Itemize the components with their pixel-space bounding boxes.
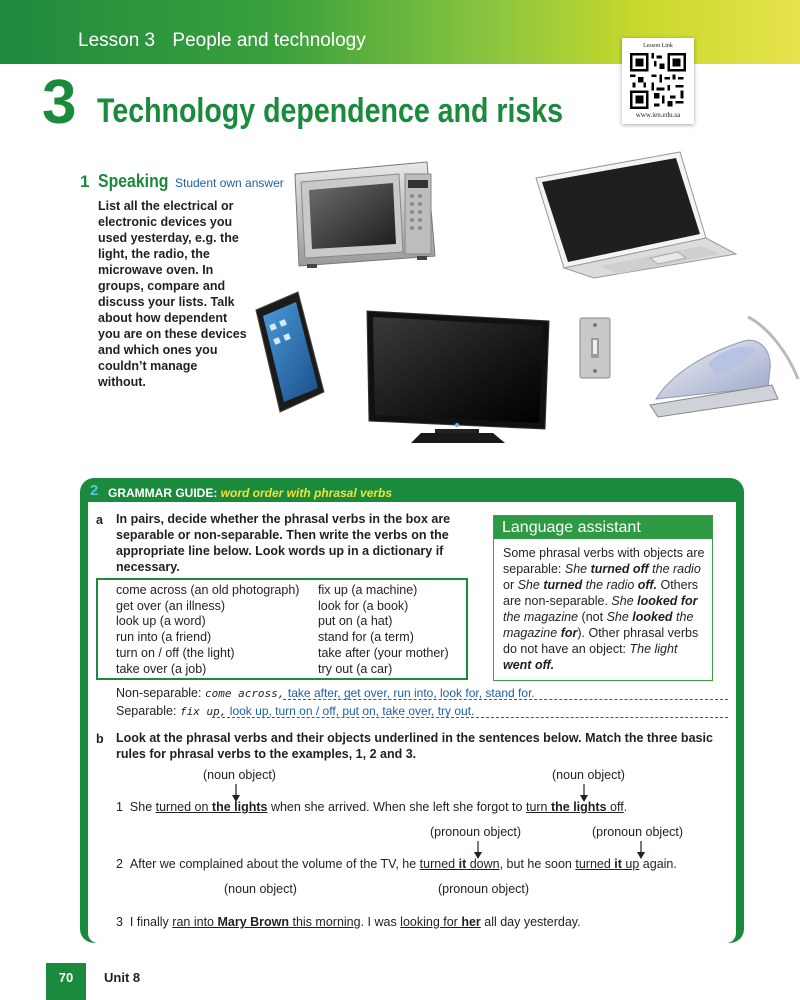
la-example-verb: looked bbox=[632, 610, 673, 624]
noun-object-tag: (noun object) bbox=[203, 768, 276, 782]
la-text: Some phrasal verbs with objects are separable: bbox=[503, 546, 705, 576]
lesson-heading bbox=[78, 30, 366, 52]
la-example: She bbox=[517, 578, 544, 592]
lesson-title: People and technology bbox=[172, 30, 366, 51]
example-sentence-3 bbox=[116, 915, 581, 929]
phrasal-verbs-left-column bbox=[116, 583, 299, 677]
phrasal-verb: turned on bbox=[155, 800, 212, 814]
phrasal-verb-item: get over (an illness) bbox=[116, 598, 226, 613]
part-a-instruction: In pairs, decide whether the phrasal verbs in the box are separable or non-separable. Then write the verbs on the appropriate line below. Look words up in a dictionary if necessary. bbox=[116, 512, 451, 574]
la-example-verb: looked for bbox=[637, 594, 698, 608]
phrasal-verb: looking for bbox=[400, 915, 462, 929]
la-example: She bbox=[611, 594, 638, 608]
sentence-text: . bbox=[623, 800, 628, 814]
separable-answer: look up, turn on / off, put on, take over, try out. bbox=[229, 704, 475, 718]
la-example-particle: off. bbox=[637, 578, 658, 592]
separable-label: Separable: bbox=[116, 704, 177, 718]
la-example-particle: for bbox=[560, 626, 578, 640]
sentence-number: 2 bbox=[116, 857, 123, 871]
phrasal-verb-item: try out (a car) bbox=[318, 661, 393, 676]
laptop-image bbox=[530, 150, 740, 280]
pronoun-object-tag: (pronoun object) bbox=[592, 825, 684, 839]
qr-title: Lesson Link bbox=[643, 43, 673, 49]
phrasal-verb-item: run into (a friend) bbox=[116, 630, 212, 645]
phrasal-verb-item: take over (a job) bbox=[116, 661, 207, 676]
qr-code-icon bbox=[630, 53, 686, 109]
la-text: Others are non-separable. bbox=[503, 578, 699, 608]
grammar-guide-number: 2 bbox=[90, 482, 99, 499]
sentence-text: , but he soon bbox=[499, 857, 576, 871]
la-example-verb: turned off bbox=[590, 562, 649, 576]
exercise1-answer-note: Student own answer bbox=[175, 176, 284, 190]
la-example: the radio bbox=[582, 578, 638, 592]
separable-example: fix up, bbox=[179, 705, 227, 718]
light-switch-image bbox=[578, 316, 612, 380]
phrasal-verb: turned bbox=[419, 857, 459, 871]
time-phrase: this morning bbox=[289, 915, 361, 929]
phrasal-verb: ran into bbox=[172, 915, 218, 929]
page-number: 70 bbox=[46, 963, 86, 1000]
la-text: ). Other phrasal verbs do not have an object: bbox=[503, 626, 699, 656]
particle: up bbox=[621, 857, 640, 871]
iron-image bbox=[648, 313, 800, 421]
television-image bbox=[365, 307, 553, 445]
exercise1-number: 1 bbox=[80, 172, 90, 191]
la-example-verb: went off. bbox=[503, 658, 555, 672]
la-text: or bbox=[503, 578, 518, 592]
particle: down bbox=[466, 857, 500, 871]
non-separable-example: come across, bbox=[204, 687, 285, 700]
object: her bbox=[461, 915, 481, 929]
lesson-label: Lesson 3 bbox=[78, 30, 156, 51]
non-separable-answer-line[interactable] bbox=[116, 686, 535, 700]
phrasal-verbs-right-column bbox=[318, 583, 449, 677]
la-example: The light bbox=[629, 642, 678, 656]
noun-object-tag: (noun object) bbox=[552, 768, 625, 782]
separable-rule bbox=[212, 717, 728, 718]
phrasal-verb-item: stand for (a term) bbox=[318, 630, 414, 645]
language-assistant-title: Language assistant bbox=[494, 516, 712, 539]
la-example: She bbox=[564, 562, 591, 576]
la-example: the magazine bbox=[503, 610, 579, 624]
non-separable-answer: take after, get over, run into, look for, stand for. bbox=[287, 686, 535, 700]
la-text: (not bbox=[578, 610, 607, 624]
pronoun-object-tag: (pronoun object) bbox=[430, 825, 522, 839]
unit-label: Unit 8 bbox=[104, 970, 141, 985]
object: the lights bbox=[211, 800, 268, 814]
phrasal-verb-item: look up (a word) bbox=[116, 614, 206, 629]
part-b-letter: b bbox=[96, 732, 104, 746]
microwave-image bbox=[287, 160, 439, 270]
qr-url: www.ien.edu.sa bbox=[635, 111, 681, 119]
particle: off bbox=[606, 800, 624, 814]
grammar-guide-title bbox=[108, 486, 392, 500]
phrasal-verb-item: fix up (a machine) bbox=[318, 583, 418, 597]
sentence-text: I finally bbox=[129, 915, 173, 929]
phrasal-verb-item: put on (a hat) bbox=[318, 614, 393, 629]
non-separable-label: Non-separable: bbox=[116, 686, 202, 700]
phrasal-verb-item: take after (your mother) bbox=[318, 645, 449, 660]
part-b-instruction: Look at the phrasal verbs and their objects underlined in the sentences below. Match the three basic rules for phrasal verbs to the examples, 1, 2 and 3. bbox=[116, 731, 713, 761]
noun-object-tag: (noun object) bbox=[224, 882, 297, 896]
la-example: the radio bbox=[648, 562, 701, 576]
smartphone-image bbox=[248, 290, 328, 415]
non-separable-rule bbox=[283, 699, 728, 700]
la-example: the magazine bbox=[503, 610, 694, 640]
grammar-guide-subtitle: word order with phrasal verbs bbox=[220, 486, 393, 500]
sentence-text: . I was bbox=[360, 915, 401, 929]
sentence-number: 3 bbox=[116, 915, 123, 929]
object: it bbox=[614, 857, 622, 871]
sentence-text: After we complained about the volume of the TV, he bbox=[129, 857, 420, 871]
pronoun-object-tag: (pronoun object) bbox=[438, 882, 530, 896]
phrasal-verb-item: look for (a book) bbox=[318, 598, 409, 613]
la-example-verb: turned bbox=[543, 578, 583, 592]
example-sentence-1 bbox=[116, 800, 627, 814]
sentence-number: 1 bbox=[116, 800, 123, 814]
object: Mary Brown bbox=[217, 915, 290, 929]
lesson-link-card[interactable] bbox=[622, 38, 694, 124]
grammar-guide-label: GRAMMAR GUIDE: bbox=[108, 486, 218, 500]
sentence-text: all day yesterday. bbox=[480, 915, 581, 929]
separable-answer-line[interactable] bbox=[116, 704, 474, 718]
exercise1-title: Speaking bbox=[98, 171, 169, 191]
page-title: Technology dependence and risks bbox=[97, 92, 564, 130]
sentence-text: when she arrived. When she left she forgot to bbox=[267, 800, 526, 814]
language-assistant-text bbox=[503, 545, 709, 673]
phrasal-verb: turned bbox=[575, 857, 615, 871]
sentence-text: again. bbox=[639, 857, 677, 871]
la-example: She bbox=[606, 610, 633, 624]
example-sentence-2 bbox=[116, 857, 677, 871]
object: the lights bbox=[550, 800, 607, 814]
sentence-text: She bbox=[129, 800, 156, 814]
section-number: 3 bbox=[42, 68, 77, 137]
phrasal-verb-item: turn on / off (the light) bbox=[116, 645, 235, 660]
phrasal-verb: turn bbox=[525, 800, 551, 814]
part-a-letter: a bbox=[96, 513, 103, 527]
phrasal-verb-item: come across (an old photograph) bbox=[116, 583, 300, 597]
exercise1-instruction: List all the electrical or electronic devices you used yesterday, e.g. the light, the radio, the microwave oven. In groups, compare and discuss your lists. Talk about how dependent you are on these devices and which ones you couldn’t manage without. bbox=[98, 199, 247, 389]
object: it bbox=[458, 857, 467, 871]
